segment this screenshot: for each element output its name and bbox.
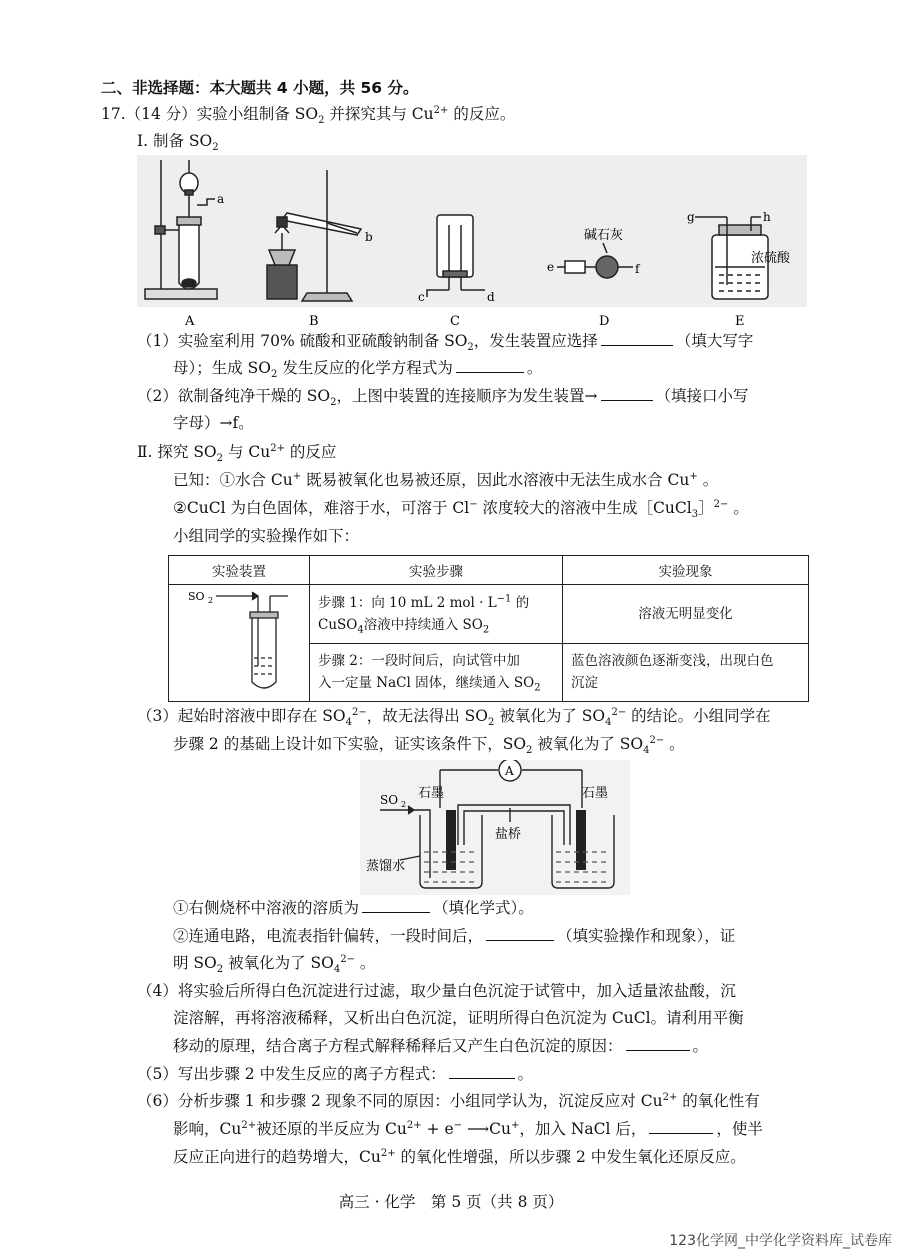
q6-line-3: 反应正向进行的趋势增大，$Cu^{2+}$ 的氧化性增强，所以步骤 2 中发生氧化还原反应。: [173, 1147, 746, 1166]
answer-blank[interactable]: [601, 386, 653, 401]
table-apparatus-cell: [169, 585, 310, 702]
so2-label: SO: [188, 590, 205, 603]
ammeter-label: A: [505, 764, 514, 778]
q4-line-3: 移动的原理，结合离子方程式解释稀释后又产生白色沉淀的原因： 。: [173, 1037, 709, 1055]
conc-acid-label: 浓硫酸: [751, 251, 791, 266]
q2-line-2: 字母）→f。: [173, 414, 254, 432]
step-2: 步骤 2：一段时间后，向试管中加 入一定量 NaCl 固体，继续通入 $SO_2$: [310, 643, 563, 702]
question-17-intro: 17.（14 分）实验小组制备 $SO_2$ 并探究其与 $Cu^{2+}$ 的反应。: [101, 104, 516, 127]
th-apparatus: 实验装置: [169, 556, 310, 585]
q5-line: （5）写出步骤 2 中发生反应的离子方程式： 。: [137, 1065, 534, 1083]
label-c: C: [450, 314, 460, 329]
watermark: 123化学网_中学化学资料库_试卷库: [669, 1233, 892, 1249]
known-2: ②CuCl 为白色固体，难溶于水，可溶于 Cl− 浓度较大的溶液中生成［CuCl$_3$］$^{2-}$ 。: [173, 498, 749, 521]
answer-blank[interactable]: [362, 898, 430, 913]
q3-sub-1: ①右侧烧杯中溶液的溶质为 （填化学式）。: [173, 899, 534, 917]
so2-inlet-label: SO: [380, 793, 399, 807]
page-footer: 高三 · 化学 第 5 页（共 8 页）: [338, 1193, 564, 1211]
label-d: D: [599, 314, 610, 329]
galvanic-cell-figure: [360, 760, 630, 895]
port-d: d: [487, 290, 495, 304]
port-h: h: [763, 210, 771, 224]
port-f: f: [635, 262, 640, 276]
answer-blank[interactable]: [486, 926, 554, 941]
answer-blank[interactable]: [649, 1119, 713, 1134]
observation-2: 蓝色溶液颜色逐渐变浅，出现白色 沉淀: [563, 643, 809, 702]
section-title: 二、非选择题：本大题共 4 小题，共 56 分。: [101, 79, 419, 97]
part-2-heading: Ⅱ. 探究 $SO_2$ 与 $Cu^{2+}$ 的反应: [137, 442, 337, 465]
port-c: c: [418, 290, 425, 304]
q3-line-2: 步骤 2 的基础上设计如下实验，证实该条件下，$SO_2$ 被氧化为了 $SO_4^{2-}$ 。: [173, 734, 685, 757]
answer-blank[interactable]: [449, 1064, 515, 1079]
q1-line-1: （1）实验室利用 70% 硫酸和亚硫酸钠制备 $SO_2$，发生装置应选择 （填大写字: [137, 332, 754, 354]
q2-line-1: （2）欲制备纯净干燥的 $SO_2$，上图中装置的连接顺序为发生装置→ （填接口小写: [137, 387, 749, 409]
test-tube-apparatus: [216, 592, 288, 688]
port-b: b: [365, 230, 373, 244]
label-a: A: [185, 314, 195, 329]
label-b: B: [309, 314, 319, 329]
port-a: a: [217, 192, 225, 206]
so2-inlet-subscript: 2: [401, 800, 407, 809]
salt-bridge-label: 盐桥: [495, 827, 522, 842]
so2-subscript: 2: [208, 596, 214, 605]
q1-line-2: 母）；生成 $SO_2$ 发生反应的化学方程式为 。: [173, 359, 543, 381]
label-e: E: [735, 314, 745, 329]
q4-line-2: 淀溶解，再将溶液稀释，又析出白色沉淀，证明所得白色沉淀为 CuCl。请利用平衡: [173, 1009, 744, 1027]
experiment-table: [168, 555, 809, 702]
distilled-water-label: 蒸馏水: [366, 859, 406, 874]
answer-blank[interactable]: [456, 358, 524, 373]
known-1: 已知：①水合 Cu+ 既易被氧化也易被还原，因此水溶液中无法生成水合 Cu+ 。: [173, 470, 719, 489]
apparatus-figure: [137, 155, 807, 330]
port-e: e: [547, 260, 555, 274]
th-steps: 实验步骤: [310, 556, 563, 585]
graphite-right-label: 石墨: [582, 786, 609, 801]
answer-blank[interactable]: [601, 331, 673, 346]
q6-line-1: （6）分析步骤 1 和步骤 2 现象不同的原因：小组同学认为，沉淀反应对 $Cu^{2+}$ 的氧化性有: [137, 1091, 760, 1110]
observation-1: 溶液无明显变化: [563, 585, 809, 644]
q3-line-1: （3）起始时溶液中即存在 $SO_4^{2-}$，故无法得出 $SO_2$ 被氧化为了 $SO_4^{2-}$ 的结论。小组同学在: [137, 706, 771, 729]
part-1-heading: Ⅰ. 制备 $SO_2$: [137, 132, 219, 154]
port-g: g: [687, 210, 695, 224]
operations-intro: 小组同学的实验操作如下：: [173, 527, 360, 545]
soda-lime-label: 碱石灰: [584, 228, 624, 243]
q3-sub-2-cont: 明 $SO_2$ 被氧化为了 $SO_4^{2-}$ 。: [173, 953, 376, 976]
answer-blank[interactable]: [626, 1036, 690, 1051]
step-1: 步骤 1：向 10 mL 2 mol · $L^{-1}$ 的 CuSO$_4$溶液中持续通入 $SO_2$: [310, 585, 563, 644]
th-observation: 实验现象: [563, 556, 809, 585]
q4-line-1: （4）将实验后所得白色沉淀进行过滤，取少量白色沉淀于试管中，加入适量浓盐酸，沉: [137, 982, 736, 1000]
q6-line-2: 影响，$Cu^{2+}$被还原的半反应为 $Cu^{2+} + e^-$ ⟶Cu+，加入 NaCl 后， ，使半: [173, 1119, 763, 1138]
q3-sub-2: ②连通电路，电流表指针偏转，一段时间后， （填实验操作和现象），证: [173, 927, 736, 945]
graphite-left-label: 石墨: [418, 786, 445, 801]
